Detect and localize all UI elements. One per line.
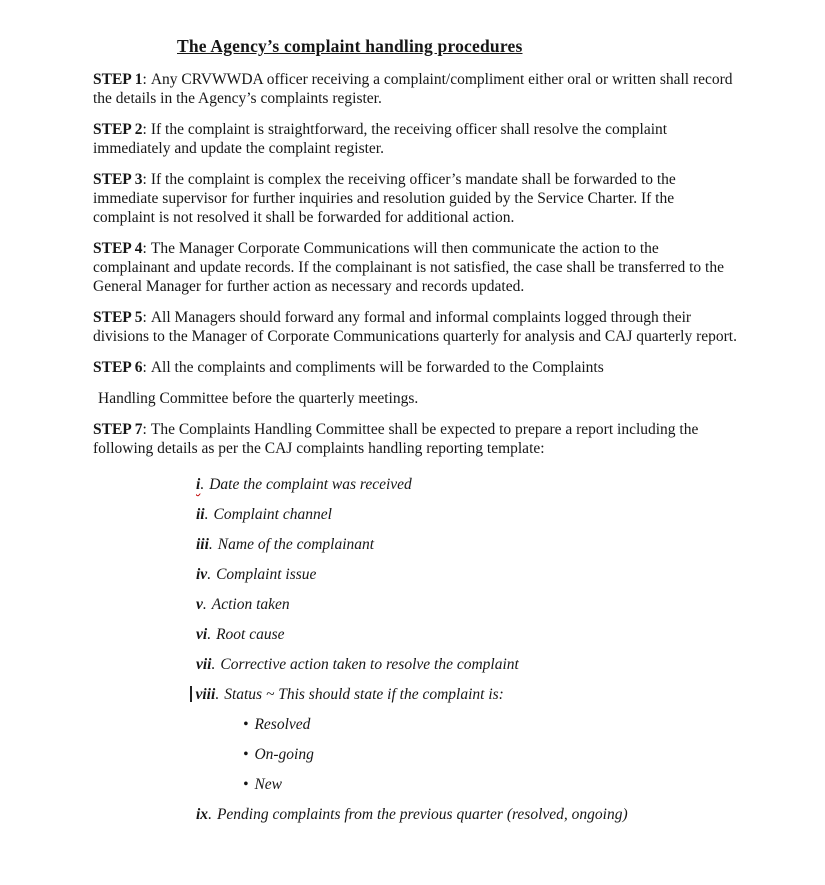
step-label: STEP 5	[93, 309, 143, 326]
list-item-text: Complaint channel	[213, 506, 332, 523]
step-separator: :	[142, 421, 147, 438]
step-separator: :	[142, 359, 147, 376]
step-paragraph-2	[93, 120, 737, 158]
step-paragraph-7	[93, 420, 737, 458]
step-separator: :	[142, 240, 147, 257]
list-item-vi	[196, 620, 737, 650]
list-item-text: Corrective action taken to resolve the complaint	[220, 656, 519, 673]
step-separator: :	[142, 309, 147, 326]
step-paragraph-5	[93, 308, 737, 346]
step-label: STEP 6	[93, 359, 143, 376]
bullet-label: On-going	[254, 746, 314, 763]
step-text: All the complaints and compliments will be forwarded to the Complaints	[150, 359, 604, 376]
list-item-text: Pending complaints from the previous quarter (resolved, ongoing)	[216, 806, 628, 823]
step-paragraph-1	[93, 70, 737, 108]
list-item-ii	[196, 500, 737, 530]
list-item-v	[196, 590, 737, 620]
step-text: The Manager Corporate Communications will then communicate the action to the complainant and update records. If the complainant is not satisfied, the case shall be transferred to the General Manager for further action as necessary and records updated.	[93, 240, 724, 295]
list-item-vii	[196, 650, 737, 680]
list-item-text: Complaint issue	[216, 566, 317, 583]
bullet-item-new	[243, 770, 737, 800]
numeral-period: .	[211, 656, 216, 673]
roman-numeral: v	[196, 596, 203, 613]
bullet-icon: •	[243, 746, 249, 763]
bullet-label: Resolved	[254, 716, 311, 733]
numeral-period: .	[208, 806, 212, 823]
bullet-item-ongoing	[243, 740, 737, 770]
list-item-viii	[196, 680, 737, 710]
list-item-iv	[196, 560, 737, 590]
step-separator: :	[142, 121, 147, 138]
step-label: STEP 4	[93, 240, 143, 257]
numeral-period: .	[202, 596, 207, 613]
roman-numeral: viii	[195, 686, 216, 703]
roman-numeral: iv	[196, 566, 208, 583]
list-item-iii	[196, 530, 737, 560]
list-item-text: Root cause	[216, 626, 285, 643]
roman-numeral: vii	[196, 656, 212, 673]
roman-numeral: ii	[196, 506, 205, 523]
list-item-text: Action taken	[211, 596, 290, 613]
step-text: Any CRVWWDA officer receiving a complaint/compliment either oral or written shall record the details in the Agency’s complaints register.	[93, 71, 733, 107]
step-separator: :	[142, 71, 147, 88]
bullet-icon: •	[243, 776, 249, 793]
roman-numeral: iii	[196, 536, 209, 553]
bullet-icon: •	[243, 716, 249, 733]
step-text: Handling Committee before the quarterly meetings.	[98, 390, 419, 407]
roman-numeral: vi	[196, 626, 208, 643]
numeral-period: .	[207, 566, 212, 583]
report-detail-list	[196, 470, 737, 830]
bullet-item-resolved	[243, 710, 737, 740]
numeral-period: .	[204, 506, 209, 523]
step-label: STEP 1	[93, 71, 143, 88]
roman-numeral: i	[196, 476, 201, 493]
step-paragraph-4	[93, 239, 737, 296]
numeral-period: .	[208, 536, 213, 553]
numeral-period: .	[215, 686, 220, 703]
step-paragraph-3	[93, 170, 737, 227]
list-item-text: Name of the complainant	[217, 536, 375, 553]
text-cursor	[190, 686, 192, 702]
list-item-text: Status ~ This should state if the complaint is:	[224, 686, 504, 703]
step-label: STEP 2	[93, 121, 143, 138]
step-text: All Managers should forward any formal and informal complaints logged through their divisions to the Manager of Corporate Communications quarterly for analysis and CAJ quarterly report.	[93, 309, 737, 345]
status-bullet-list	[243, 710, 737, 800]
step-text: The Complaints Handling Committee shall be expected to prepare a report including the following details as per the CAJ complaints handling reporting template:	[93, 421, 699, 457]
roman-numeral: ix	[196, 806, 209, 823]
bullet-label: New	[254, 776, 282, 793]
step-label: STEP 7	[93, 421, 143, 438]
step-paragraph-6	[93, 358, 737, 377]
numeral-period: .	[200, 476, 205, 493]
step-text: If the complaint is straightforward, the receiving officer shall resolve the complaint immediately and update the complaint register.	[93, 121, 668, 157]
step-label: STEP 3	[93, 171, 143, 188]
list-item-i	[196, 470, 737, 500]
step-paragraph-6-continuation	[93, 389, 737, 408]
list-item-ix	[196, 800, 737, 830]
list-item-text: Date the complaint was received	[209, 476, 412, 493]
step-separator: :	[142, 171, 147, 188]
numeral-period: .	[207, 626, 212, 643]
page-title: The Agency’s complaint handling procedures	[177, 36, 523, 56]
step-text: If the complaint is complex the receiving officer’s mandate shall be forwarded to the immediate supervisor for further inquiries and resolution guided by the Service Charter. If the complaint is not resolved it shall be forwarded for additional action.	[93, 171, 676, 226]
